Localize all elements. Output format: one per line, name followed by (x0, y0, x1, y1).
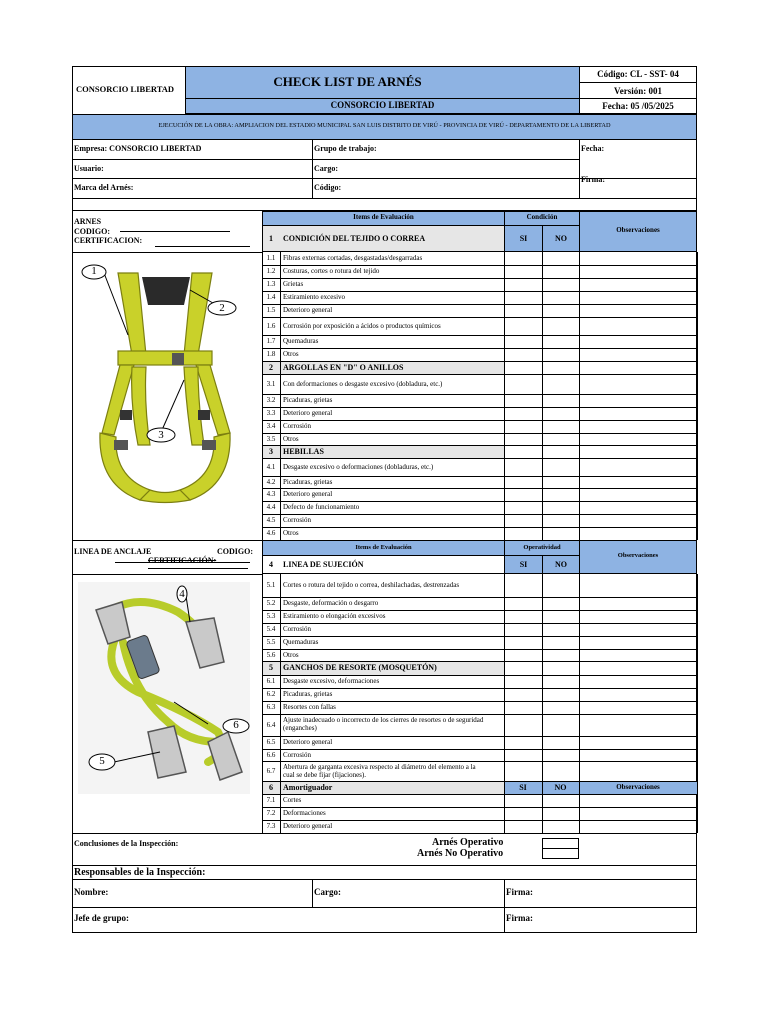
back-pad (142, 277, 190, 305)
si-cell[interactable] (505, 266, 542, 278)
row-number: 4.5 (266, 516, 276, 524)
firma-label: Firma: (581, 175, 605, 184)
row-text: Corrosión (283, 516, 311, 524)
row-number: 6.5 (266, 738, 276, 746)
harness-code-label: CODIGO: (74, 227, 110, 236)
section-2-title: ARGOLLAS EN "D" O ANILLOS (283, 363, 404, 372)
obs-cell[interactable] (580, 349, 697, 361)
row-number: 6.4 (266, 720, 276, 729)
obs-cell[interactable] (580, 750, 697, 761)
no-cell[interactable] (543, 575, 579, 597)
amort-obs-label: Observaciones (616, 783, 660, 791)
callout-3: 3 (158, 429, 164, 441)
si-cell[interactable] (505, 750, 542, 761)
firma2-label: Firma: (506, 913, 533, 923)
obs-cell[interactable] (580, 292, 697, 304)
t1-cond-label: Condición (526, 213, 558, 221)
obs-cell[interactable] (580, 489, 697, 501)
row-text: Deterioro general (283, 409, 333, 417)
section-4-title: LINEA DE SUJECIÓN (283, 560, 364, 569)
row-number: 7.2 (266, 809, 276, 817)
no-cell[interactable] (543, 515, 579, 527)
obs-cell[interactable] (580, 318, 697, 335)
obs-cell[interactable] (580, 702, 697, 714)
t2-obs-label: Observaciones (617, 552, 659, 559)
row-text: Deterioro general (283, 490, 333, 498)
section-1-num: 1 (269, 234, 273, 243)
obs-cell[interactable] (580, 676, 697, 688)
t2-items-label: Items de Evaluación (355, 544, 412, 551)
obs-cell[interactable] (580, 434, 697, 445)
obs-cell[interactable] (580, 459, 697, 476)
t2-cond-label: Operatividad (523, 544, 561, 551)
obs-cell[interactable] (580, 637, 697, 649)
row-text: Corrosión (283, 750, 311, 759)
company-left: CONSORCIO LIBERTAD (76, 84, 175, 94)
harness-illustration (80, 255, 260, 525)
t2-no-label: NO (555, 560, 567, 569)
si-cell[interactable] (505, 434, 542, 445)
obs-cell[interactable] (580, 502, 697, 514)
obs-cell[interactable] (580, 375, 697, 394)
si-cell[interactable] (505, 502, 542, 514)
si-cell[interactable] (505, 611, 542, 623)
row-text: Fibras externas cortadas, desgastadas/desgarradas (283, 254, 423, 262)
row-number: 5.1 (266, 581, 276, 589)
row-text: Defecto de funcionamiento (283, 503, 360, 511)
row-text: Abertura de garganta excesiva respecto al diámetro del elemento a la (283, 763, 476, 771)
obs-cell[interactable] (580, 279, 697, 291)
firma-footer-label: Firma: (506, 887, 533, 897)
si-cell[interactable] (505, 808, 542, 820)
si-cell[interactable] (505, 575, 542, 597)
no-cell[interactable] (543, 611, 579, 623)
empresa-label: Empresa: CONSORCIO LIBERTAD (74, 144, 202, 153)
responsables-label: Responsables de la Inspección: (74, 867, 206, 878)
project-text: EJECUCIÓN DE LA OBRA: AMPLIACION DEL ESTADIO MUNICIPAL SAN LUIS DISTRITO DE VIRÚ - PROVINCIA DE VIRÚ - DEPARTAMENTO DE LA LIBERTAD (158, 122, 611, 129)
row-number: 3.3 (266, 409, 276, 417)
si-cell[interactable] (505, 689, 542, 701)
si-cell[interactable] (505, 305, 542, 317)
row-number: 5.4 (266, 625, 276, 633)
obs-cell[interactable] (580, 477, 697, 488)
callout-5: 5 (99, 755, 105, 767)
row-text: Otros (283, 434, 299, 443)
obs-cell[interactable] (580, 737, 697, 749)
t1-obs-label: Observaciones (616, 226, 660, 234)
callout-4: 4 (179, 588, 185, 600)
obs-cell[interactable] (580, 762, 697, 781)
obs-cell[interactable] (580, 515, 697, 527)
row-text: Deterioro general (283, 306, 333, 314)
cargo-footer-label: Cargo: (314, 887, 341, 897)
si-cell[interactable] (505, 715, 542, 736)
no-cell[interactable] (543, 318, 579, 335)
usuario-label: Usuario: (74, 164, 104, 173)
row-text: Desgaste, deformación o desgarro (283, 599, 379, 607)
section-5-num: 5 (269, 663, 273, 672)
fecha-label: Fecha: (581, 144, 605, 153)
row-number: 4.2 (266, 477, 276, 486)
obs-cell[interactable] (580, 395, 697, 407)
no-cell[interactable] (543, 702, 579, 714)
row-number: 3.1 (266, 379, 276, 388)
no-cell[interactable] (543, 624, 579, 636)
row-text: Otros (283, 350, 299, 358)
row-text-cont: cual se debe fijar (fijaciones). (283, 771, 366, 779)
section-6-title: Amortiguador (283, 783, 333, 792)
no-cell[interactable] (543, 266, 579, 278)
row-number: 1.4 (266, 293, 276, 301)
no-cell[interactable] (543, 737, 579, 749)
section-3-title: HEBILLAS (283, 447, 324, 456)
si-cell[interactable] (505, 279, 542, 291)
doc-date: Fecha: 05 /05/2025 (602, 101, 674, 111)
obs-cell[interactable] (580, 795, 697, 807)
obs-cell[interactable] (580, 808, 697, 820)
obs-cell[interactable] (580, 624, 697, 636)
row-text: Picaduras, grietas (283, 690, 333, 698)
si-cell[interactable] (505, 395, 542, 407)
si-cell[interactable] (505, 421, 542, 433)
no-cell[interactable] (543, 459, 579, 476)
obs-cell[interactable] (580, 266, 697, 278)
no-cell[interactable] (543, 598, 579, 610)
no-cell[interactable] (543, 689, 579, 701)
si-cell[interactable] (505, 459, 542, 476)
row-text: Otros (283, 529, 299, 537)
section-3-num: 3 (269, 447, 273, 456)
si-cell[interactable] (505, 515, 542, 527)
si-cell[interactable] (505, 821, 542, 833)
row-text: Deterioro general (283, 822, 333, 830)
no-cell[interactable] (543, 750, 579, 761)
row-text: Grietas (283, 280, 304, 288)
si-cell[interactable] (505, 762, 542, 781)
t2-si-label: SI (519, 560, 528, 569)
callout-2: 2 (219, 302, 225, 314)
no-operativo-checkbox[interactable] (542, 848, 579, 859)
callout-1: 1 (91, 265, 97, 277)
row-text: Ajuste inadecuado o incorrecto de los cierres de resortes o de seguridad (283, 716, 484, 724)
si-cell[interactable] (505, 477, 542, 488)
row-number: 6.2 (266, 690, 276, 698)
section-1-title: CONDICIÓN DEL TEJIDO O CORREA (283, 234, 426, 243)
obs-cell[interactable] (580, 253, 697, 265)
obs-cell[interactable] (580, 598, 697, 610)
no-cell[interactable] (543, 821, 579, 833)
row-number: 5.2 (266, 599, 276, 607)
row-number: 5.3 (266, 612, 276, 620)
row-number: 4.6 (266, 529, 276, 537)
row-text: Desgaste excesivo o deformaciones (dobladuras, etc.) (283, 462, 434, 471)
marca-label: Marca del Arnés: (74, 183, 134, 192)
si-cell[interactable] (505, 737, 542, 749)
row-number: 4.3 (266, 490, 276, 498)
si-cell[interactable] (505, 637, 542, 649)
row-text: Cortes o rotura del tejido o correa, deshilachadas, destrenzadas (283, 581, 460, 589)
no-cell[interactable] (543, 349, 579, 361)
row-text: Quemaduras (283, 638, 319, 646)
no-cell[interactable] (543, 528, 579, 540)
obs-cell[interactable] (580, 821, 697, 833)
row-number: 6.7 (266, 766, 276, 775)
doc-code: Código: CL - SST- 04 (597, 69, 679, 79)
si-cell[interactable] (505, 795, 542, 807)
si-cell[interactable] (505, 489, 542, 501)
amort-si-label: SI (519, 783, 527, 792)
no-operativo-label: Arnés No Operativo (417, 848, 504, 859)
row-number: 1.5 (266, 306, 276, 314)
row-number: 5.6 (266, 650, 276, 659)
no-cell[interactable] (543, 637, 579, 649)
row-number: 6.3 (266, 703, 276, 711)
no-cell[interactable] (543, 715, 579, 736)
si-cell[interactable] (505, 318, 542, 335)
si-cell[interactable] (505, 292, 542, 304)
si-cell[interactable] (505, 375, 542, 394)
row-number: 3.5 (266, 434, 276, 443)
row-text: Picaduras, grietas (283, 396, 333, 404)
obs-cell[interactable] (580, 408, 697, 420)
si-cell[interactable] (505, 336, 542, 348)
lanyard-label: LINEA DE ANCLAJE (74, 547, 152, 556)
row-number: 6.6 (266, 750, 276, 759)
si-cell[interactable] (505, 253, 542, 265)
no-cell[interactable] (543, 489, 579, 501)
row-text: Corrosión por exposición a ácidos o productos químicos (283, 321, 441, 330)
row-text: Deterioro general (283, 738, 333, 746)
si-cell[interactable] (505, 408, 542, 420)
amort-no-label: NO (554, 783, 567, 792)
obs-cell[interactable] (580, 305, 697, 317)
no-cell[interactable] (543, 279, 579, 291)
row-text: Picaduras, grietas (283, 477, 333, 486)
row-number: 4.1 (266, 462, 276, 471)
si-cell[interactable] (505, 676, 542, 688)
section-2-num: 2 (269, 363, 273, 372)
row-number: 4.4 (266, 503, 276, 511)
row-text: Estiramiento excesivo (283, 293, 346, 301)
row-text: Cortes (283, 796, 302, 804)
si-cell[interactable] (505, 528, 542, 540)
no-cell[interactable] (543, 434, 579, 445)
cargo-label: Cargo: (314, 164, 338, 173)
no-cell[interactable] (543, 421, 579, 433)
si-cell[interactable] (505, 650, 542, 661)
no-cell[interactable] (543, 502, 579, 514)
row-number: 6.1 (266, 677, 276, 685)
row-text: Deformaciones (283, 809, 326, 817)
codigo-label: Código: (314, 183, 342, 192)
no-cell[interactable] (543, 650, 579, 661)
no-cell[interactable] (543, 808, 579, 820)
section-6-num: 6 (269, 783, 273, 792)
section-4-num: 4 (269, 560, 273, 569)
row-text: Con deformaciones o desgaste excesivo (dobladura, etc.) (283, 379, 443, 388)
no-cell[interactable] (543, 336, 579, 348)
page-subtitle: CONSORCIO LIBERTAD (330, 100, 435, 110)
si-cell[interactable] (505, 349, 542, 361)
no-cell[interactable] (543, 395, 579, 407)
nombre-label: Nombre: (74, 887, 109, 897)
harness-label: ARNES (74, 217, 102, 226)
no-cell[interactable] (543, 375, 579, 394)
harness-cert-label: CERTIFICACION: (74, 236, 143, 245)
row-number: 3.2 (266, 396, 276, 404)
obs-cell[interactable] (580, 689, 697, 701)
page-title: CHECK LIST DE ARNÉS (273, 74, 422, 89)
row-number: 7.3 (266, 822, 276, 830)
t1-si-label: SI (519, 234, 528, 243)
t1-no-label: NO (555, 234, 567, 243)
si-cell[interactable] (505, 598, 542, 610)
row-number: 1.1 (266, 254, 276, 262)
lanyard-cert-label: CERTIFICACIÓN: (148, 556, 217, 565)
lanyard-code-label: CODIGO: (217, 547, 253, 556)
row-number: 3.4 (266, 422, 276, 430)
row-text: Otros (283, 650, 299, 659)
obs-cell[interactable] (580, 715, 697, 736)
obs-cell[interactable] (580, 528, 697, 540)
no-cell[interactable] (543, 292, 579, 304)
obs-cell[interactable] (580, 575, 697, 597)
row-number: 1.7 (266, 337, 276, 345)
no-cell[interactable] (543, 762, 579, 781)
no-cell[interactable] (543, 253, 579, 265)
row-number: 1.8 (266, 350, 276, 358)
row-text-cont: (enganches) (283, 724, 317, 732)
section-5-title: GANCHOS DE RESORTE (MOSQUETÓN) (283, 663, 437, 672)
callout-6: 6 (233, 719, 239, 731)
obs-cell[interactable] (580, 336, 697, 348)
si-cell[interactable] (505, 702, 542, 714)
no-cell[interactable] (543, 676, 579, 688)
t1-items-label: Items de Evaluación (353, 213, 414, 221)
no-cell[interactable] (543, 305, 579, 317)
obs-cell[interactable] (580, 650, 697, 661)
row-number: 1.3 (266, 280, 276, 288)
row-number: 1.6 (266, 321, 276, 330)
row-text: Quemaduras (283, 337, 319, 345)
operativo-label: Arnés Operativo (432, 837, 504, 848)
no-cell[interactable] (543, 477, 579, 488)
obs-cell[interactable] (580, 421, 697, 433)
row-text: Corrosión (283, 422, 311, 430)
obs-cell[interactable] (580, 611, 697, 623)
row-text: Resortes con fallas (283, 703, 336, 711)
row-number: 5.5 (266, 638, 276, 646)
doc-version: Versión: 001 (614, 86, 662, 96)
row-text: Desgaste excesivo, deformaciones (283, 677, 380, 685)
no-cell[interactable] (543, 408, 579, 420)
row-text: Estiramiento o elongación excesivos (283, 612, 386, 620)
grupo-label: Grupo de trabajo: (314, 144, 377, 153)
conclusiones-label: Conclusiones de la Inspección: (74, 839, 179, 848)
si-cell[interactable] (505, 624, 542, 636)
row-text: Corrosión (283, 625, 311, 633)
row-number: 7.1 (266, 796, 276, 804)
no-cell[interactable] (543, 795, 579, 807)
jefe-label: Jefe de grupo: (74, 913, 129, 923)
row-text: Costuras, cortes o rotura del tejido (283, 267, 380, 275)
row-number: 1.2 (266, 267, 276, 275)
